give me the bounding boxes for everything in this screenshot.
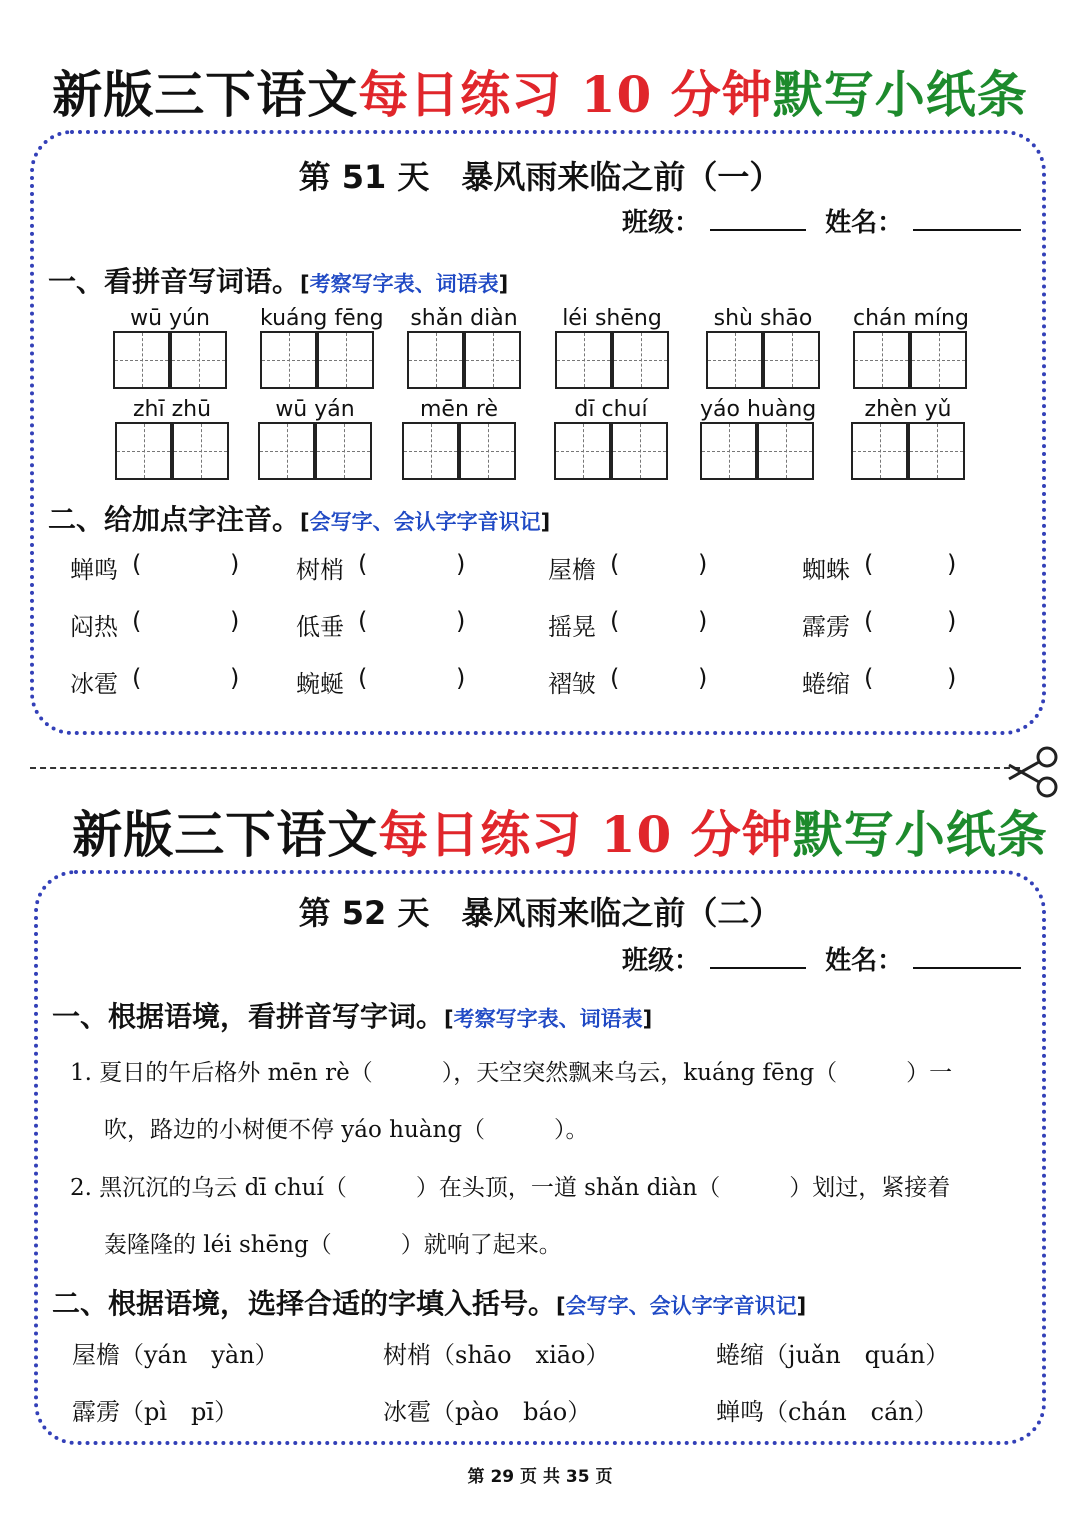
- phonetic-word: 蜷缩: [802, 670, 850, 698]
- answer-blank[interactable]: [624, 607, 694, 637]
- phonetic-word: 屋檐: [548, 556, 596, 584]
- answer-paren-close: ): [947, 550, 957, 578]
- phonetic-word: 低垂: [296, 613, 344, 641]
- answer-paren-close: ): [698, 607, 708, 635]
- name-label: 姓名：: [825, 208, 904, 238]
- pinyin-label: mēn rè: [420, 397, 498, 422]
- choice-item: 树梢（shāo xiāo）: [383, 1341, 610, 1369]
- phonetic-word: 冰雹: [70, 670, 118, 698]
- answer-paren-close: ): [456, 607, 466, 635]
- phonetic-word: 树梢: [296, 556, 344, 584]
- writing-box[interactable]: [700, 422, 757, 480]
- question-2-line-2: 轰隆隆的 léi shēng（ ）就响了起来。: [104, 1232, 562, 1258]
- writing-box[interactable]: [554, 422, 611, 480]
- writing-box[interactable]: [258, 422, 315, 480]
- writing-box[interactable]: [910, 331, 967, 389]
- cut-line: [30, 767, 1020, 769]
- answer-paren-close: ): [947, 664, 957, 692]
- class-label: 班级：: [622, 208, 701, 238]
- banner-bottom: [20, 795, 1080, 867]
- answer-paren-open: (: [610, 550, 620, 578]
- answer-blank[interactable]: [878, 607, 943, 637]
- phonetic-word: 褶皱: [548, 670, 596, 698]
- question-1-line-1: 1. 夏日的午后格外 mēn rè（ ），天空突然飘来乌云，kuáng fēng（ ）一: [70, 1060, 953, 1086]
- day52-section2: 二、根据语境，选择合适的字填入括号。[会写字、会认字字音识记]: [52, 1287, 807, 1320]
- phonetic-word: 蜿蜒: [296, 670, 344, 698]
- answer-paren-open: (: [864, 607, 874, 635]
- answer-blank[interactable]: [372, 664, 452, 694]
- pinyin-label: dī chuí: [574, 397, 648, 422]
- day51-class-name: [622, 202, 1031, 239]
- class-blank[interactable]: [710, 207, 806, 231]
- answer-paren-close: ): [698, 664, 708, 692]
- writing-box[interactable]: [113, 331, 170, 389]
- banner-part1: 新版三下语文: [72, 805, 379, 864]
- writing-box[interactable]: [763, 331, 820, 389]
- choice-item: 蜷缩（juǎn quán）: [716, 1341, 950, 1369]
- writing-box[interactable]: [172, 422, 229, 480]
- phonetic-word: 蜘蛛: [802, 556, 850, 584]
- choice-item: 霹雳（pì pī）: [72, 1398, 239, 1426]
- banner-part2: 每日练习 10 分钟: [358, 65, 773, 124]
- answer-paren-close: ): [230, 664, 240, 692]
- answer-blank[interactable]: [878, 664, 943, 694]
- writing-box[interactable]: [851, 422, 908, 480]
- answer-paren-open: (: [610, 607, 620, 635]
- day51-title: 第 51 天 暴风雨来临之前（一）: [298, 158, 782, 196]
- section-title: 一、根据语境，看拼音写字词。: [52, 1000, 445, 1033]
- writing-box[interactable]: [611, 422, 668, 480]
- phonetic-word: 摇晃: [548, 613, 596, 641]
- answer-paren-open: (: [358, 550, 368, 578]
- answer-paren-close: ): [230, 550, 240, 578]
- answer-paren-close: ): [947, 607, 957, 635]
- answer-paren-close: ): [698, 550, 708, 578]
- banner-part1: 新版三下语文: [52, 65, 359, 124]
- phonetic-word: 蝉鸣: [70, 556, 118, 584]
- day52-title: 第 52 天 暴风雨来临之前（二）: [298, 894, 782, 932]
- answer-paren-open: (: [132, 550, 142, 578]
- answer-blank[interactable]: [878, 550, 943, 580]
- day52-section1: 一、根据语境，看拼音写字词。[考察写字表、词语表]: [52, 1000, 653, 1033]
- scissors-icon: [1005, 745, 1065, 800]
- writing-box[interactable]: [757, 422, 814, 480]
- class-label: 班级：: [622, 946, 701, 976]
- section-title: 二、给加点字注音。: [48, 503, 301, 536]
- day52-class-name: [622, 940, 1031, 977]
- answer-blank[interactable]: [146, 550, 226, 580]
- writing-box[interactable]: [260, 331, 317, 389]
- answer-paren-open: (: [864, 664, 874, 692]
- pinyin-label: chán míng: [853, 306, 969, 331]
- page-footer: 第 29 页 共 35 页: [467, 1467, 613, 1487]
- writing-box[interactable]: [407, 331, 464, 389]
- day51-section1: 一、看拼音写词语。[考察写字表、词语表]: [48, 265, 509, 298]
- answer-paren-close: ): [230, 607, 240, 635]
- writing-box[interactable]: [170, 331, 227, 389]
- phonetic-word: 闷热: [70, 613, 118, 641]
- pinyin-label: zhī zhū: [132, 397, 212, 422]
- choice-item: 蝉鸣（chán cán）: [716, 1398, 938, 1426]
- pinyin-label: wū yán: [275, 397, 355, 422]
- answer-blank[interactable]: [372, 607, 452, 637]
- writing-box[interactable]: [459, 422, 516, 480]
- writing-box[interactable]: [464, 331, 521, 389]
- banner-part3: 默写小纸条: [772, 65, 1028, 124]
- day51-section2: 二、给加点字注音。[会写字、会认字字音识记]: [48, 503, 551, 536]
- writing-box[interactable]: [853, 331, 910, 389]
- writing-box[interactable]: [315, 422, 372, 480]
- pinyin-label: shù shāo: [713, 306, 813, 331]
- writing-box[interactable]: [555, 331, 612, 389]
- answer-paren-open: (: [864, 550, 874, 578]
- pinyin-label: zhèn yǔ: [864, 397, 952, 422]
- answer-paren-close: ): [456, 550, 466, 578]
- pinyin-label: shǎn diàn: [410, 306, 518, 331]
- section-title: 一、看拼音写词语。: [48, 265, 301, 298]
- answer-paren-open: (: [610, 664, 620, 692]
- section-tag: 考察写字表、词语表: [309, 272, 499, 296]
- writing-box[interactable]: [317, 331, 374, 389]
- writing-box[interactable]: [612, 331, 669, 389]
- question-2-line-1: 2. 黑沉沉的乌云 dī chuí（ ）在头顶，一道 shǎn diàn（ ）划过，紧接着: [70, 1175, 951, 1201]
- answer-blank[interactable]: [624, 550, 694, 580]
- section-tag: 会写字、会认字字音识记: [565, 1294, 797, 1318]
- answer-blank[interactable]: [146, 607, 226, 637]
- choice-item: 冰雹（pào báo）: [383, 1398, 592, 1426]
- answer-paren-open: (: [132, 607, 142, 635]
- section-tag: 考察写字表、词语表: [453, 1007, 643, 1031]
- pinyin-label: wū yún: [130, 306, 210, 331]
- banner-part2: 每日练习 10 分钟: [378, 805, 793, 864]
- class-blank[interactable]: [710, 945, 806, 969]
- name-blank[interactable]: [913, 945, 1021, 969]
- name-blank[interactable]: [913, 207, 1021, 231]
- question-1-line-2: 吹，路边的小树便不停 yáo huàng（ ）。: [104, 1117, 589, 1143]
- answer-blank[interactable]: [372, 550, 452, 580]
- banner-part3: 默写小纸条: [792, 805, 1048, 864]
- answer-paren-open: (: [358, 607, 368, 635]
- name-label: 姓名：: [825, 946, 904, 976]
- writing-box[interactable]: [402, 422, 459, 480]
- pinyin-label: yáo huàng: [700, 397, 817, 422]
- pinyin-label: kuáng fēng: [260, 306, 384, 331]
- answer-paren-close: ): [456, 664, 466, 692]
- writing-box[interactable]: [706, 331, 763, 389]
- answer-blank[interactable]: [146, 664, 226, 694]
- answer-paren-open: (: [358, 664, 368, 692]
- phonetic-word: 霹雳: [802, 613, 850, 641]
- answer-paren-open: (: [132, 664, 142, 692]
- banner-top: [0, 55, 1080, 127]
- writing-box[interactable]: [115, 422, 172, 480]
- section-title: 二、根据语境，选择合适的字填入括号。: [52, 1287, 557, 1320]
- answer-blank[interactable]: [624, 664, 694, 694]
- section-tag: 会写字、会认字字音识记: [309, 510, 541, 534]
- choice-item: 屋檐（yán yàn）: [72, 1341, 279, 1369]
- pinyin-label: léi shēng: [562, 306, 662, 331]
- writing-box[interactable]: [908, 422, 965, 480]
